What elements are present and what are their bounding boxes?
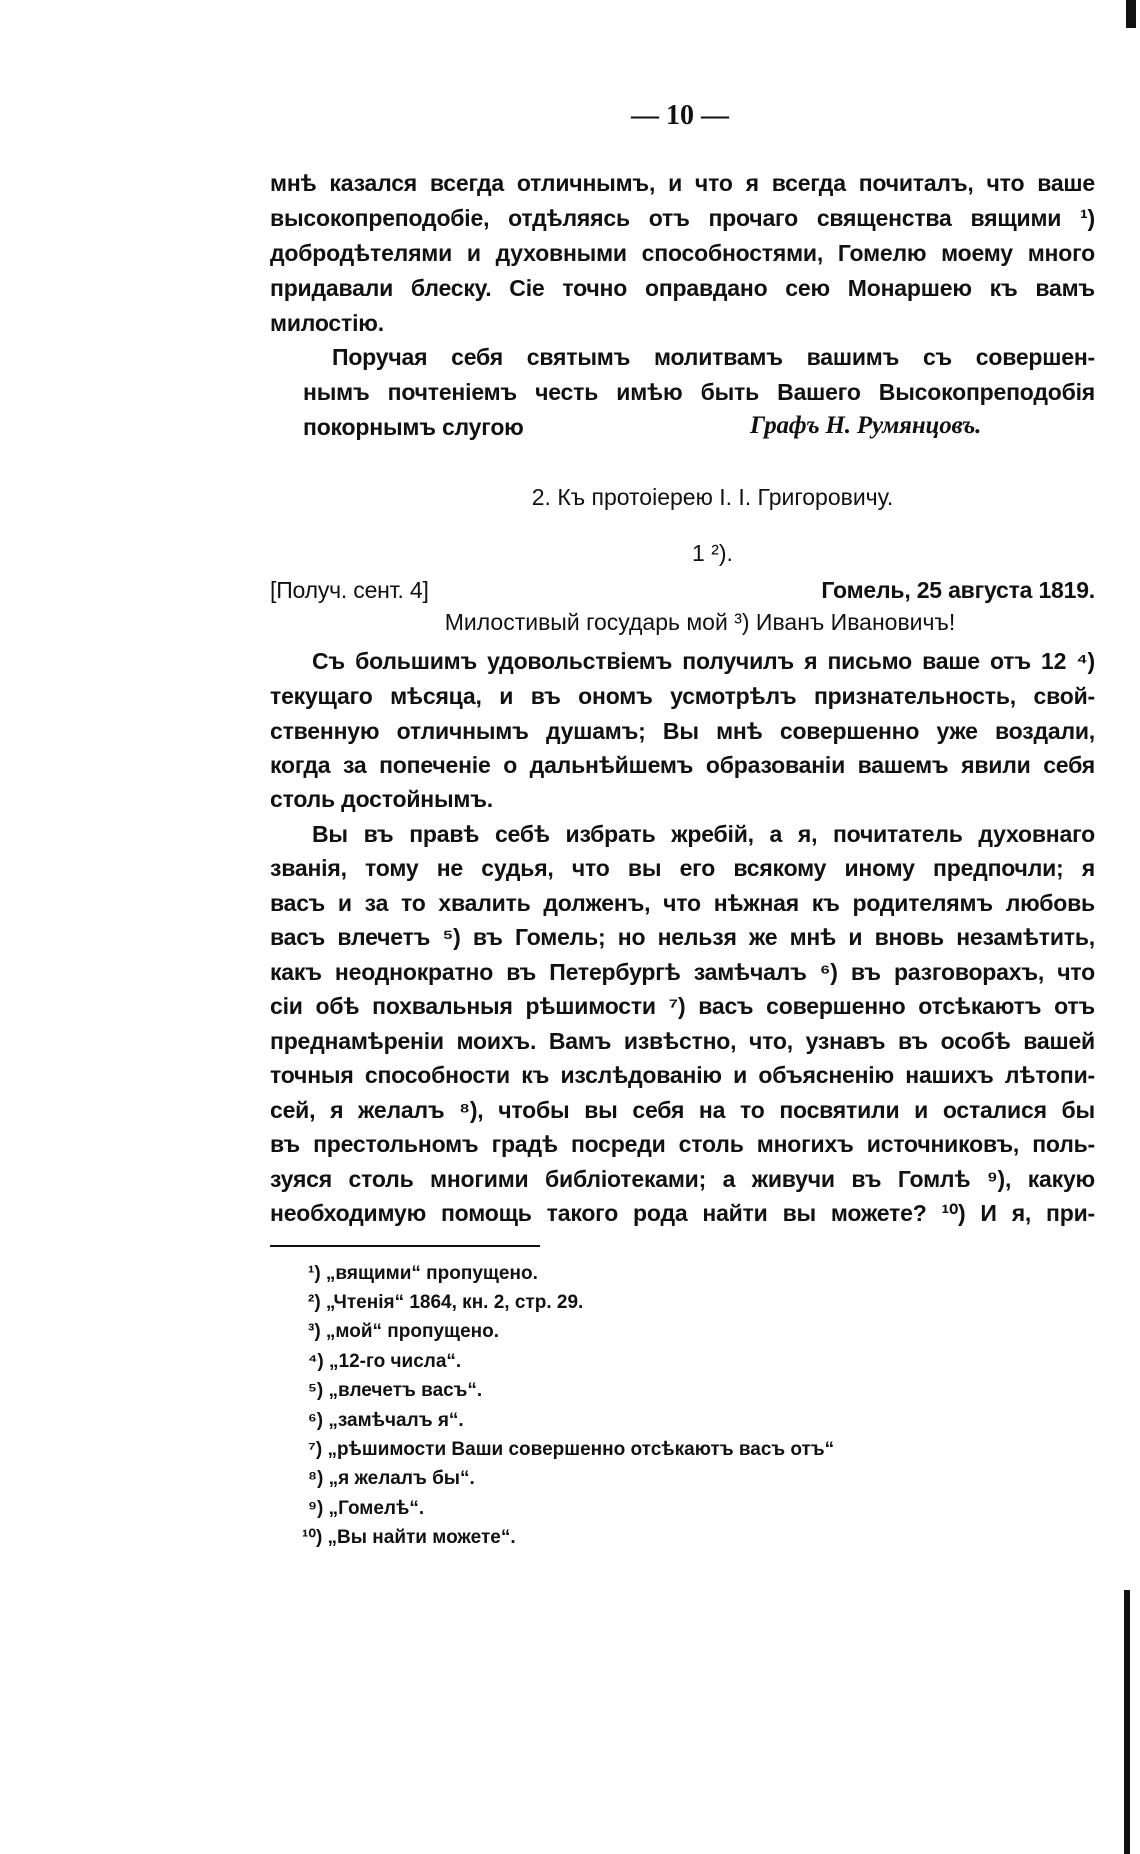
text-line: Вы въ правѣ себѣ избрать жребій, а я, почитатель духовнаго [312,821,1095,847]
footnote: ²) „Чтенія“ 1864, кн. 2, стр. 29. [308,1292,584,1313]
text-line: званія, тому не судья, что вы его всякому иному предпочли; я [270,855,1095,881]
signature [750,410,1095,441]
text-line: придавали блеску. Сіе точно оправдано сею Монаршею къ вамъ [270,275,1095,301]
footnote: ⁵) „влечетъ васъ“. [308,1380,483,1401]
text-line: въ престольномъ градѣ посреди столь многихъ источниковъ, поль- [270,1131,1095,1157]
text-line: текущаго мѣсяца, и въ ономъ усмотрѣлъ признательность, свой- [270,683,1095,709]
text-line: преднамѣреніи моихъ. Вамъ извѣстно, что, узнавъ въ особѣ вашей [270,1028,1095,1054]
text-line: зуяся столь многими библіотеками; а живучи въ Гомлѣ ⁹), какую [270,1166,1095,1192]
page-number: — 10 — [631,100,729,131]
signature-text: Графъ Н. Румянцовъ. [750,412,982,439]
text-line: сіи обѣ похвальныя рѣшимости ⁷) васъ совершенно отсѣкаютъ отъ [270,993,1095,1019]
footnote: ⁸) „я желалъ бы“. [308,1468,475,1489]
salutation: Милостивый государь мой ³) Иванъ Ивановичъ! [444,609,956,635]
footnote: ⁶) „замѣчалъ я“. [308,1410,464,1431]
scan-edge-bar [1124,1590,1130,1854]
section-heading: 2. Къ протоіерею І. І. Григоровичу. [531,484,894,510]
footnote: ⁹) „Гомелѣ“. [308,1498,425,1519]
text-line: васъ и за то хвалить долженъ, что нѣжная къ родителямъ любовь [270,890,1095,916]
footnote: ⁴) „12-го числа“. [308,1351,462,1372]
text-line: васъ влечетъ ⁵) въ Гомель; но нельзя же мнѣ и вновь незамѣтить, [270,924,1095,950]
footnote: ³) „мой“ пропущено. [308,1321,499,1342]
footnote: ¹) „вящими“ пропущено. [308,1263,538,1284]
text-line: какъ неоднократно въ Петербургѣ замѣчалъ ⁶) въ разговорахъ, что [270,959,1095,985]
closing-line: Поручая себя святымъ молитвамъ вашимъ съ совершен- [332,344,1095,370]
text-line: когда за попеченіе о дальнѣйшемъ образованіи вашемъ явили себя [270,752,1095,778]
footnote-divider [270,1245,540,1247]
text-line: милостію. [270,310,384,336]
footnote: ⁷) „рѣшимости Ваши совершенно отсѣкаютъ васъ отъ“ [308,1439,835,1460]
text-line: Съ большимъ удовольствіемъ получилъ я письмо ваше отъ 12 ⁴) [312,648,1095,674]
letter-number: 1 ²). [692,540,733,566]
scan-edge-mark [1126,0,1136,28]
place-date: Гомель, 25 августа 1819. [821,577,1095,603]
text-line: высокопреподобіе, отдѣляясь отъ прочаго священства вящими ¹) [270,205,1095,231]
footnote: ¹⁰) „Вы найти можете“. [302,1527,516,1548]
text-line: мнѣ казался всегда отличнымъ, и что я всегда почиталъ, что ваше [270,170,1095,196]
text-line: ственную отличнымъ душамъ; Вы мнѣ совершенно уже воздали, [270,718,1095,744]
text-line: точныя способности къ изслѣдованію и объясненію нашихъ лѣтопи- [270,1062,1095,1088]
text-line: столь достойнымъ. [270,786,493,812]
text-line: сей, я желалъ ⁸), чтобы вы себя на то посвятили и осталися бы [270,1097,1095,1123]
text-line: необходимую помощь такого рода найти вы можете? ¹⁰) И я, при- [270,1200,1095,1226]
text-line: добродѣтелями и духовными способностями, Гомелю моему много [270,240,1095,266]
closing-line: покорнымъ слугою [303,414,524,440]
received-note: [Получ. сент. 4] [270,577,429,603]
closing-line: нымъ почтеніемъ честь имѣю быть Вашего Высокопреподобія [303,379,1095,405]
